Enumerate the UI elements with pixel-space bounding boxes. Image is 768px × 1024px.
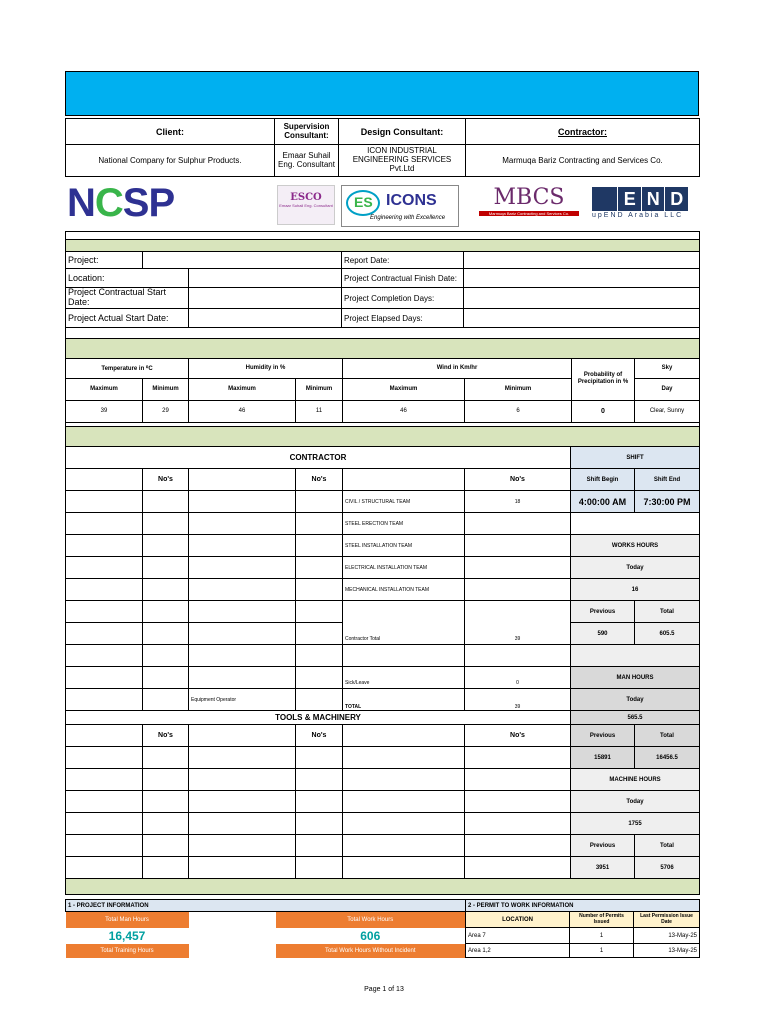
weather-section-bar: [66, 338, 700, 358]
permit-location: Area 1,2: [466, 944, 570, 958]
works-previous-label: Previous: [571, 601, 635, 623]
total-training-label: Total Training Hours: [66, 944, 189, 958]
actual-start-label: Project Actual Start Date:: [66, 309, 189, 328]
wind-max-value: 46: [343, 400, 465, 422]
man-total-value: 16456.5: [635, 747, 700, 769]
supervision-name: Emaar Suhail Eng. Consultant: [275, 145, 339, 177]
permit-count: 1: [570, 944, 634, 958]
parties-table: [65, 118, 700, 177]
tools-nos-header-1: No's: [143, 725, 189, 747]
temp-max-value: 39: [66, 400, 143, 422]
man-hours-header: MAN HOURS: [571, 667, 700, 689]
permits-issued-header: Number of Permits Issued: [570, 912, 634, 928]
shift-end-label: Shift End: [635, 469, 700, 491]
works-today-value: 16: [571, 579, 700, 601]
works-total-value: 605.5: [635, 623, 700, 645]
manpower-section-bar: [66, 427, 700, 447]
location-col-header: LOCATION: [466, 912, 570, 928]
completion-days-value: [464, 288, 700, 309]
location-value: [189, 269, 342, 288]
shift-header: SHIFT: [571, 447, 700, 469]
contract-start-value: [189, 288, 342, 309]
project-label: Project:: [66, 252, 143, 269]
project-table: [65, 231, 700, 338]
wind-max-label: Maximum: [343, 378, 465, 400]
machine-total-label: Total: [635, 835, 700, 857]
project-info-header: 1 - PROJECT INFORMATION: [66, 900, 466, 912]
sky-label: Sky: [635, 358, 700, 378]
grand-total-value: 39: [465, 689, 571, 711]
total-work-hours-value: 606: [360, 928, 381, 943]
tools-nos-header-2: No's: [296, 725, 343, 747]
hum-max-label: Maximum: [189, 378, 296, 400]
design-label: Design Consultant:: [339, 119, 466, 145]
client-name: National Company for Sulphur Products.: [66, 145, 275, 177]
works-total-label: Total: [635, 601, 700, 623]
hum-max-value: 46: [189, 400, 296, 422]
sick-leave-value: 0: [465, 667, 571, 689]
end-logo: E N D upEND Arabia LLC: [592, 187, 688, 225]
precipitation-value: 0: [572, 400, 635, 422]
location-label: Location:: [66, 269, 189, 288]
team-name: MECHANICAL INSTALLATION TEAM: [343, 579, 465, 601]
temp-max-label: Maximum: [66, 378, 143, 400]
tools-machinery-header: TOOLS & MACHINERY: [66, 711, 571, 725]
man-total-label: Total: [635, 725, 700, 747]
man-today-value: 565.5: [571, 711, 700, 725]
contractor-header: CONTRACTOR: [66, 447, 571, 469]
permit-count: 1: [570, 928, 634, 944]
weather-table: [65, 338, 700, 427]
ncsp-logo: NCSP: [67, 181, 175, 225]
finish-date-label: Project Contractual Finish Date:: [342, 269, 464, 288]
shift-end-value: 7:30:00 PM: [635, 491, 700, 513]
permit-date: 13-May-25: [634, 928, 700, 944]
tools-nos-header-3: No's: [465, 725, 571, 747]
machine-previous-label: Previous: [571, 835, 635, 857]
grand-total-label: TOTAL: [343, 689, 465, 711]
design-name: ICON INDUSTRIAL ENGINEERING SERVICES Pvt.Ltd: [339, 145, 466, 177]
hum-min-value: 11: [296, 400, 343, 422]
temperature-label: Temperature in ⁰C: [66, 358, 189, 378]
contractor-total-label: Contractor Total: [343, 601, 465, 645]
humidity-label: Humidity in %: [189, 358, 343, 378]
permit-location: Area 7: [466, 928, 570, 944]
nos-header-2: No's: [296, 469, 343, 491]
team-name: STEEL INSTALLATION TEAM: [343, 535, 465, 557]
manpower-table: [65, 426, 700, 895]
icons-logo: ES ICONS Engineering with Excellence: [341, 185, 459, 227]
report-date-label: Report Date:: [342, 252, 464, 269]
client-label: Client:: [66, 119, 275, 145]
last-issue-header: Last Permission Issue Date: [634, 912, 700, 928]
temp-min-value: 29: [143, 400, 189, 422]
team-name: STEEL ERECTION TEAM: [343, 513, 465, 535]
machine-today-label: Today: [571, 791, 700, 813]
machine-today-value: 1755: [571, 813, 700, 835]
mbcs-logo: MBCS Marmuqa Bariz Contracting and Services Co.: [479, 185, 579, 227]
nos-header-3: No's: [465, 469, 571, 491]
summary-section-bar: [66, 879, 700, 895]
supervision-label: Supervision Consultant:: [275, 119, 339, 145]
shift-begin-label: Shift Begin: [571, 469, 635, 491]
sky-day-label: Day: [635, 378, 700, 400]
sky-value: Clear, Sunny: [635, 400, 700, 422]
total-man-hours-value: 16,457: [108, 928, 146, 943]
completion-days-label: Project Completion Days:: [342, 288, 464, 309]
team-count: [465, 513, 571, 535]
logos-row: [65, 177, 699, 227]
permit-date: 13-May-25: [634, 944, 700, 958]
without-incident-label: Total Work Hours Without Incident: [276, 944, 466, 958]
equipment-operator-label: Equipment Operator: [189, 689, 296, 711]
team-count: [465, 535, 571, 557]
team-count: [465, 557, 571, 579]
report-sheet: [65, 71, 699, 958]
total-man-hours-label: Total Man Hours: [66, 912, 189, 928]
team-name: CIVIL / STRUCTURAL TEAM: [343, 491, 465, 513]
shift-begin-value: 4:00:00 AM: [571, 491, 635, 513]
actual-start-value: [189, 309, 342, 328]
works-hours-header: WORKS HOURS: [571, 535, 700, 557]
man-today-label: Today: [571, 689, 700, 711]
machine-previous-value: 3951: [571, 857, 635, 879]
wind-min-value: 6: [465, 400, 572, 422]
permit-header: 2 - PERMIT TO WORK INFORMATION: [466, 900, 700, 912]
hum-min-label: Minimum: [296, 378, 343, 400]
team-count: [465, 579, 571, 601]
title-banner: [65, 71, 699, 116]
team-name: ELECTRICAL INSTALLATION TEAM: [343, 557, 465, 579]
machine-hours-header: MACHINE HOURS: [571, 769, 700, 791]
wind-label: Wind in Km/hr: [343, 358, 572, 378]
summary-table: [65, 899, 700, 958]
team-count: 18: [465, 491, 571, 513]
man-previous-value: 15891: [571, 747, 635, 769]
finish-date-value: [464, 269, 700, 288]
report-date-value: [464, 252, 700, 269]
contractor-label: Contractor:: [466, 119, 700, 145]
contractor-name: Marmuqa Bariz Contracting and Services Co.: [466, 145, 700, 177]
emaar-logo: ESCO Emaar Suhail Eng. Consultant: [277, 185, 335, 225]
project-section-bar: [66, 240, 700, 252]
contract-start-label: Project Contractual Start Date:: [66, 288, 189, 309]
works-previous-value: 590: [571, 623, 635, 645]
machine-total-value: 5706: [635, 857, 700, 879]
wind-min-label: Minimum: [465, 378, 572, 400]
precipitation-label: Probability of Precipitation in %: [572, 358, 635, 400]
elapsed-days-value: [464, 309, 700, 328]
elapsed-days-label: Project Elapsed Days:: [342, 309, 464, 328]
sick-leave-label: Sick/Leave: [343, 667, 465, 689]
nos-header-1: No's: [143, 469, 189, 491]
contractor-total-value: 39: [465, 601, 571, 645]
page-number: Page 1 of 13: [364, 986, 404, 993]
total-work-hours-label: Total Work Hours: [276, 912, 466, 928]
man-previous-label: Previous: [571, 725, 635, 747]
project-value: [143, 252, 342, 269]
works-today-label: Today: [571, 557, 700, 579]
temp-min-label: Minimum: [143, 378, 189, 400]
